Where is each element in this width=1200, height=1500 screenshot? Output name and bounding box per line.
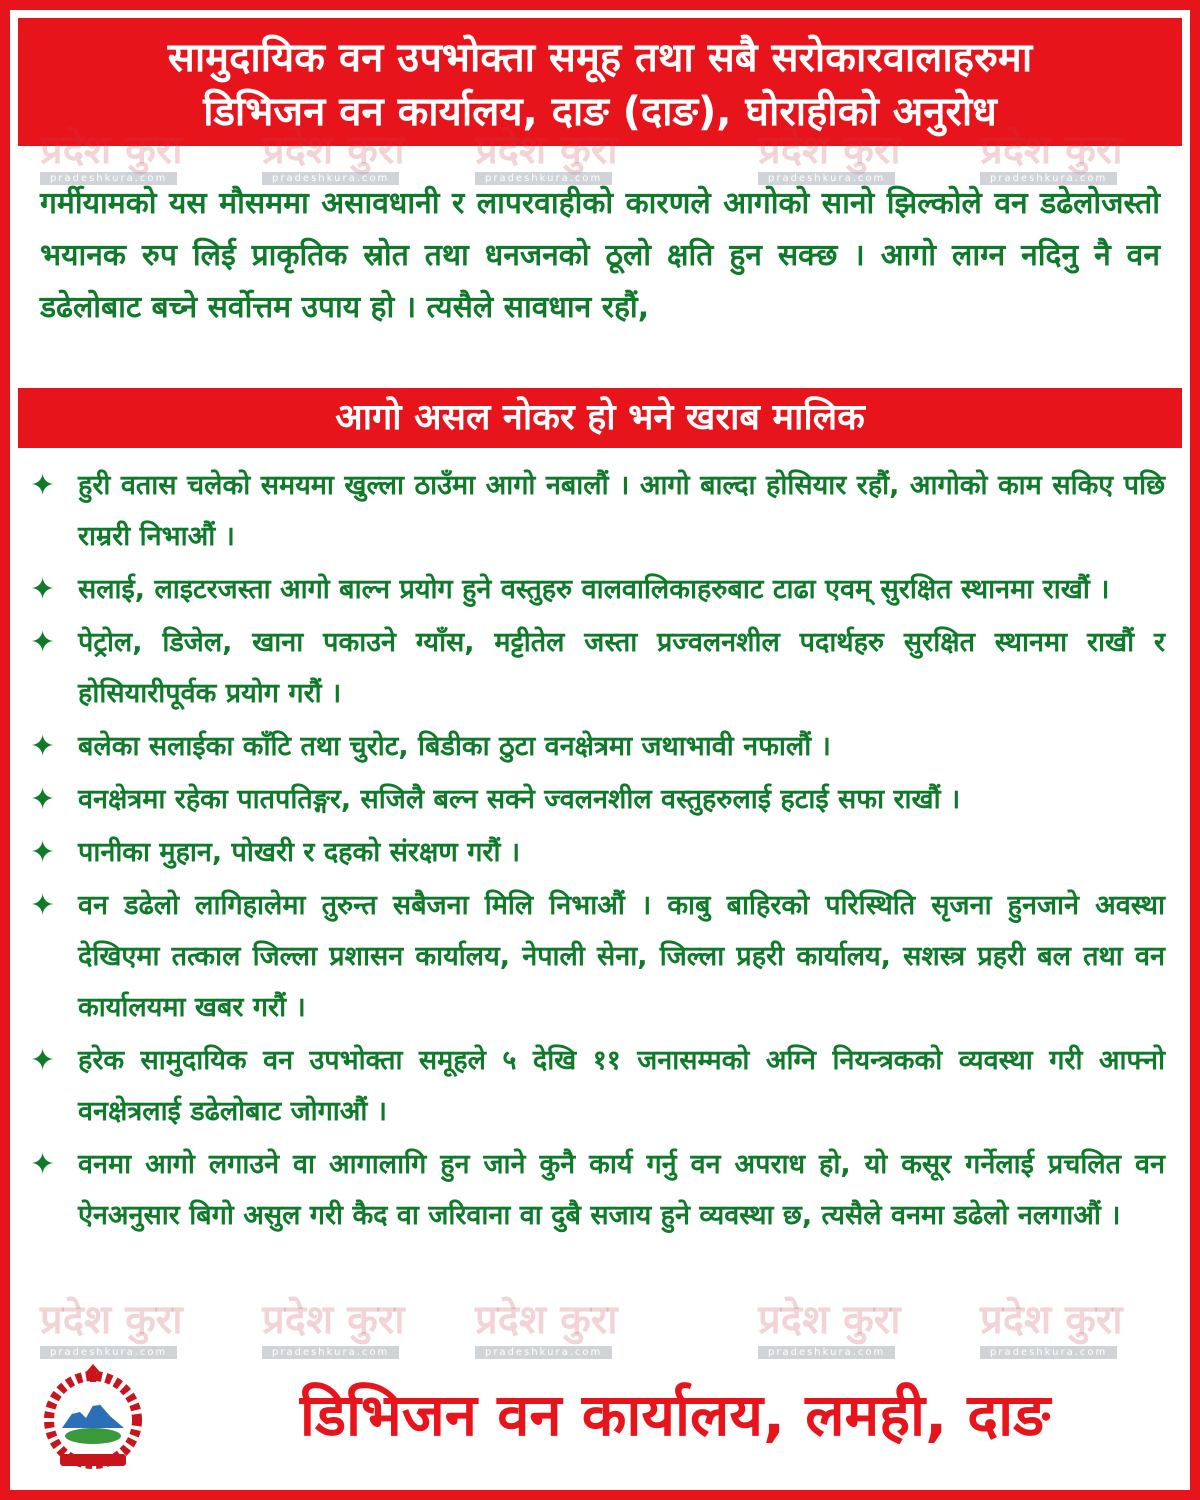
watermark: प्रदेश कुरा	[262, 1297, 405, 1343]
bullet-star-icon: ✦	[30, 888, 56, 923]
list-item	[30, 1139, 1165, 1241]
list-item-text: हरेक सामुदायिक वन उपभोक्ता समूहले ५ देखि ११ जनासम्मको अग्नि नियन्त्रकको व्यवस्था गरी आफ्नो वनक्षेत्रलाई डढेलोबाट जोगाऔं ।	[78, 1045, 1165, 1127]
watermark: प्रदेश कुरा	[475, 127, 618, 173]
list-item-text: पेट्रोल, डिजेल, खाना पकाउने ग्याँस, मट्टीतेल जस्ता प्रज्वलनशील पदार्थहरु सुरक्षित स्थानमा राखौं र होसियारीपूर्वक प्रयोग गरौं ।	[78, 627, 1165, 709]
watermark: प्रदेश कुरा	[40, 127, 183, 173]
watermark-url: pradeshkura.com	[475, 1346, 612, 1359]
watermark-url: pradeshkura.com	[758, 1346, 895, 1359]
watermark-url: pradeshkura.com	[262, 1346, 399, 1359]
list-item	[30, 880, 1165, 1033]
watermark: प्रदेश कुरा	[758, 1297, 901, 1343]
bullet-star-icon: ✦	[30, 782, 56, 817]
watermark: प्रदेश कुरा	[475, 1297, 618, 1343]
list-item-text: वनक्षेत्रमा रहेका पातपतिङ्गर, सजिलै बल्न सक्ने ज्वलनशील वस्तुहरुलाई हटाई सफा राखौं ।	[78, 784, 961, 815]
watermark-url: pradeshkura.com	[758, 172, 895, 185]
list-item-text: वनमा आगो लगाउने वा आगालागि हुन जाने कुनै कार्य गर्नु वन अपराध हो, यो कसूर गर्नेलाई प्रचलित वन ऐनअनुसार बिगो असुल गरी कैद वा जरिवाना वा दुबै सजाय हुने व्यवस्था छ, त्यसैले वनमा डढेलो नलगाऔं ।	[78, 1149, 1165, 1231]
list-item	[30, 564, 1165, 615]
office-signature: डिभिजन वन कार्यालय, लमही, दाङ	[299, 1381, 1051, 1449]
watermark: प्रदेश कुरा	[262, 127, 405, 173]
watermark: प्रदेश कुरा	[980, 1297, 1123, 1343]
list-item	[30, 827, 1165, 878]
watermark-url: pradeshkura.com	[40, 172, 177, 185]
watermark-url: pradeshkura.com	[475, 172, 612, 185]
list-item	[30, 774, 1165, 825]
list-item-text: वन डढेलो लागिहालेमा तुरुन्त सबैजना मिलि निभाऔं । काबु बाहिरको परिस्थिति सृजना हुनजाने अवस्था देखिएमा तत्काल जिल्ला प्रशासन कार्यालय, नेपाली सेना, जिल्ला प्रहरी कार्यालय, सशस्त्र प्रहरी बल तथा वन कार्यालयमा खबर गरौं ।	[78, 890, 1165, 1023]
bullet-star-icon: ✦	[30, 835, 56, 870]
bullet-star-icon: ✦	[30, 1147, 56, 1182]
list-item-text: हुरी वतास चलेको समयमा खुल्ला ठाउँमा आगो नबालौं । आगो बाल्दा होसियार रहौं, आगोको काम सकिए पछि राम्ररी निभाऔं ।	[78, 470, 1165, 552]
nepal-emblem-icon	[38, 1362, 148, 1472]
header-line-1: सामुदायिक वन उपभोक्ता समूह तथा सबै सरोकारवालाहरुमा	[167, 35, 1033, 81]
bullet-star-icon: ✦	[30, 572, 56, 607]
watermark: प्रदेश कुरा	[40, 1297, 183, 1343]
list-item-text: बलेका सलाईका काँटि तथा चुरोट, बिडीका ठुटा वनक्षेत्रमा जथाभावी नफालौं ।	[78, 731, 831, 762]
watermark: प्रदेश कुरा	[980, 127, 1123, 173]
watermark-url: pradeshkura.com	[980, 1346, 1117, 1359]
list-item	[30, 617, 1165, 719]
list-item	[30, 460, 1165, 562]
advice-list	[30, 460, 1165, 1243]
bullet-star-icon: ✦	[30, 625, 56, 660]
watermark-url: pradeshkura.com	[262, 172, 399, 185]
bullet-star-icon: ✦	[30, 468, 56, 503]
bullet-star-icon: ✦	[30, 729, 56, 764]
header-line-2: डिभिजन वन कार्यालय, दाङ (दाङ), घोराहीको अनुरोध	[203, 89, 997, 135]
watermark-url: pradeshkura.com	[40, 1346, 177, 1359]
watermark-url: pradeshkura.com	[980, 172, 1117, 185]
list-item-text: सलाई, लाइटरजस्ता आगो बाल्न प्रयोग हुने वस्तुहरु वालवालिकाहरुबाट टाढा एवम् सुरक्षित स्थानमा राखौं ।	[78, 574, 1110, 605]
slogan-banner: आगो असल नोकर हो भने खराब मालिक	[18, 388, 1182, 448]
list-item-text: पानीका मुहान, पोखरी र दहको संरक्षण गरौं ।	[78, 837, 521, 868]
intro-paragraph: गर्मीयामको यस मौसममा असावधानी र लापरवाहीको कारणले आगोको सानो झिल्कोले वन डढेलोजस्तो भयानक रुप लिई प्राकृतिक स्रोत तथा धनजनको ठूलो क्षति हुन सक्छ । आगो लाग्न नदिनु नै वन डढेलोबाट बच्ने सर्वोत्तम उपाय हो । त्यसैले सावधान रहौं,	[40, 186, 1160, 325]
list-item	[30, 1035, 1165, 1137]
bullet-star-icon: ✦	[30, 1043, 56, 1078]
watermark: प्रदेश कुरा	[758, 127, 901, 173]
list-item	[30, 721, 1165, 772]
